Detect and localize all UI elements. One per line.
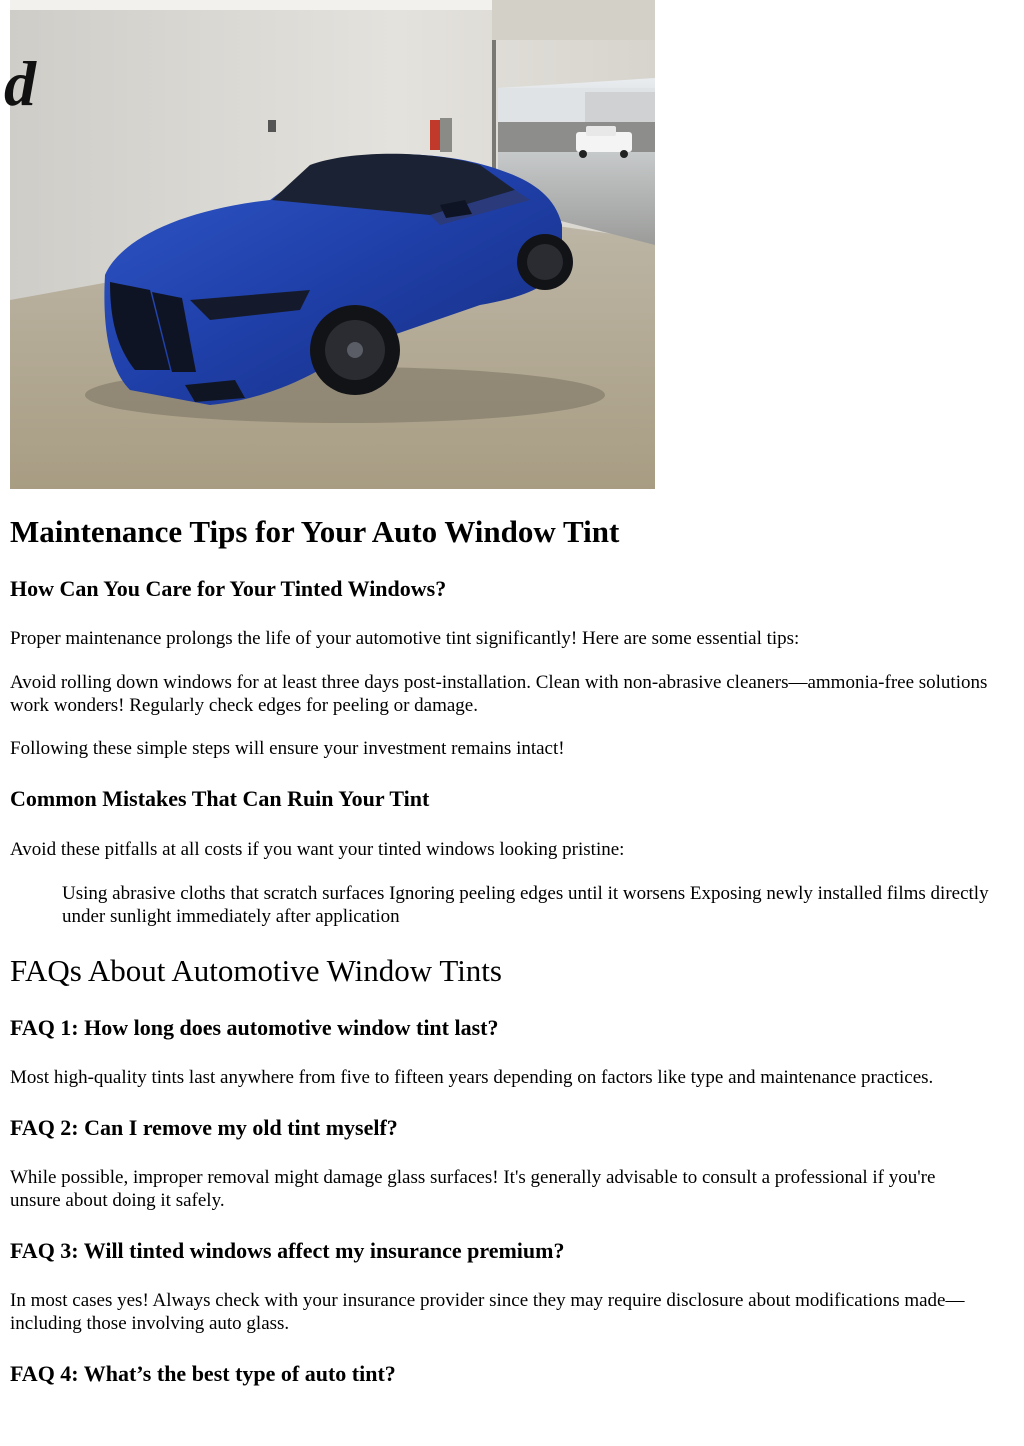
hero-car-photo (4, 0, 655, 489)
faq2-answer: While possible, improper removal might damage glass surfaces! It's generally advisable to consult a professional if you're unsure about doing it safely. (10, 1167, 936, 1211)
care-outro-text: Following these simple steps will ensure your investment remains intact! (10, 738, 565, 759)
faq4-question: FAQ 4: What’s the best type of auto tint? (10, 1361, 396, 1386)
faq1-question: FAQ 1: How long does automotive window tint last? (10, 1015, 499, 1040)
faqs-heading: FAQs About Automotive Window Tints (10, 953, 502, 988)
care-tips-text: Avoid rolling down windows for at least three days post-installation. Clean with non-abrasive cleaners—ammonia-free solutions work wonders! Regularly check edges for peeling or damage. (10, 672, 988, 716)
faq3-answer: In most cases yes! Always check with your insurance provider since they may require disclosure about modifications made—including those involving auto glass. (10, 1290, 965, 1334)
svg-text:d: d (4, 48, 36, 119)
article-page (4, 0, 1014, 1386)
mistakes-intro-text: Avoid these pitfalls at all costs if you want your tinted windows looking pristine: (10, 839, 625, 860)
car-photo-icon (4, 0, 655, 489)
faq1-answer: Most high-quality tints last anywhere from five to fifteen years depending on factors like type and maintenance practices. (10, 1067, 934, 1088)
faq2-question: FAQ 2: Can I remove my old tint myself? (10, 1115, 398, 1140)
maintenance-heading: Maintenance Tips for Your Auto Window Tint (10, 514, 620, 549)
mistakes-heading: Common Mistakes That Can Ruin Your Tint (10, 786, 430, 811)
faq3-question: FAQ 3: Will tinted windows affect my insurance premium? (10, 1238, 565, 1263)
care-heading: How Can You Care for Your Tinted Windows? (10, 576, 447, 601)
mistakes-list-quote: Using abrasive cloths that scratch surfaces Ignoring peeling edges until it worsens Exposing newly installed films directly under sunlight immediately after application (62, 883, 989, 927)
care-intro-text: Proper maintenance prolongs the life of your automotive tint significantly! Here are some essential tips: (10, 628, 800, 649)
